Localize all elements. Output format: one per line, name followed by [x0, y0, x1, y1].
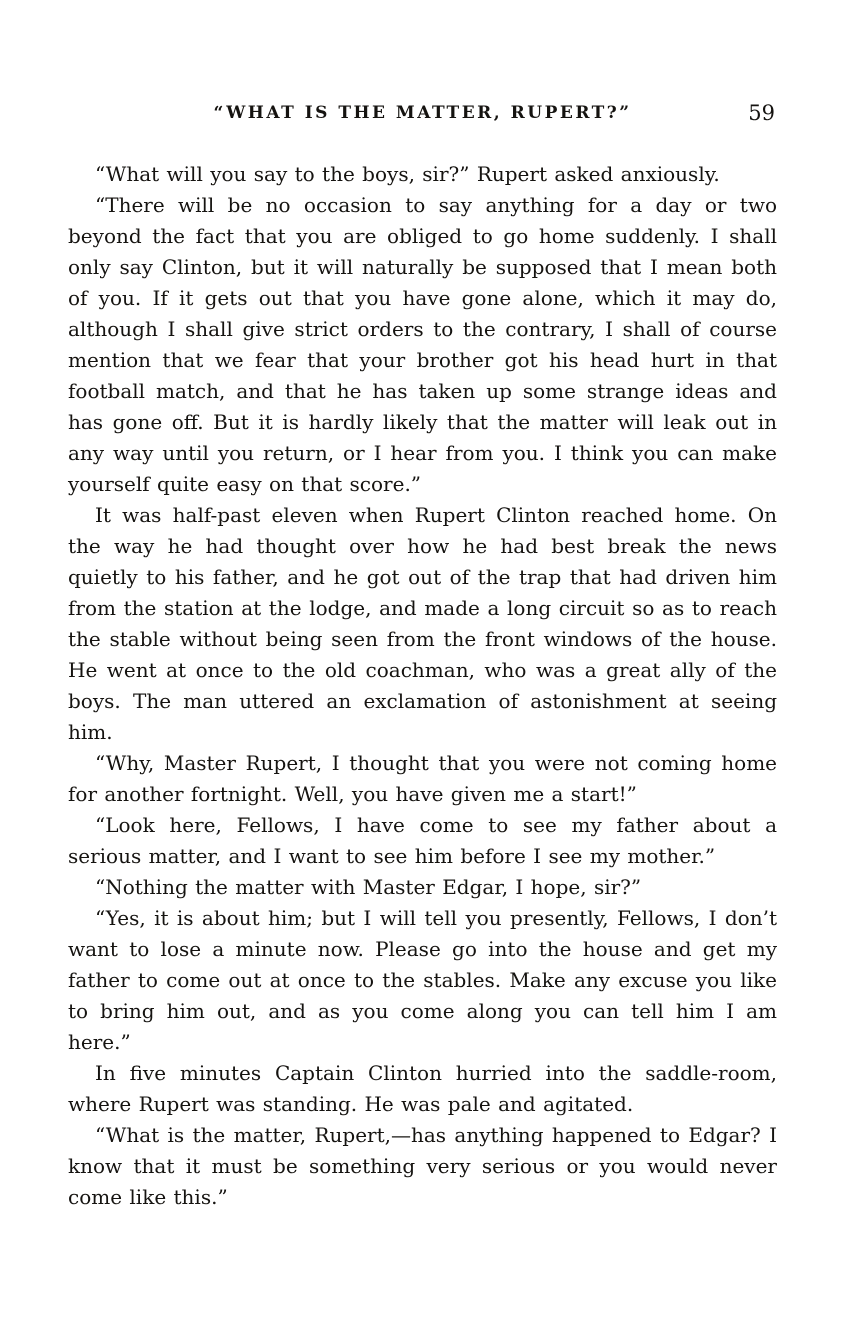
running-title: “WHAT IS THE MATTER, RUPERT?”: [213, 103, 632, 123]
paragraph-dialogue: “What will you say to the boys, sir?” Rupert asked anxiously.: [95, 162, 720, 186]
paragraph-dialogue: “Nothing the matter with Master Edgar, I hope, sir?”: [95, 875, 642, 899]
paragraph-dialogue: “Why, Master Rupert, I thought that you were not coming home for another fortnight. Well, you have given me a start!”: [68, 751, 777, 806]
paragraph-narrative: In five minutes Captain Clinton hurried into the saddle-room, where Rupert was standing. He was pale and agitated.: [68, 1061, 777, 1116]
page-header: [68, 100, 777, 126]
paragraph-narrative: It was half-past eleven when Rupert Clinton reached home. On the way he had thought over how he had best break the news quietly to his father, and he got out of the trap that had driven him from the station at the lodge, and made a long circuit so as to reach the stable without being seen from the front windows of the house. He went at once to the old coachman, who was a great ally of the boys. The man uttered an exclamation of astonishment at seeing him.: [68, 503, 777, 744]
page-body: [68, 159, 777, 1213]
page-number: 59: [748, 101, 775, 125]
paragraph-dialogue: “There will be no occasion to say anything for a day or two beyond the fact that you are obliged to go home suddenly. I shall only say Clinton, but it will naturally be supposed that I mean both of you. If it gets out that you have gone alone, which it may do, although I shall give strict orders to the contrary, I shall of course mention that we fear that your brother got his head hurt in that football match, and that he has taken up some strange ideas and has gone off. But it is hardly likely that the matter will leak out in any way until you return, or I hear from you. I think you can make yourself quite easy on that score.”: [68, 193, 777, 496]
paragraph-dialogue: “What is the matter, Rupert,—has anything happened to Edgar? I know that it must be something very serious or you would never come like this.”: [68, 1123, 777, 1209]
paragraph-dialogue: “Look here, Fellows, I have come to see my father about a serious matter, and I want to see him before I see my mother.”: [68, 813, 777, 868]
paragraph-dialogue: “Yes, it is about him; but I will tell you presently, Fellows, I don’t want to lose a minute now. Please go into the house and get my father to come out at once to the stables. Make any excuse you like to bring him out, and as you come along you can tell him I am here.”: [68, 906, 777, 1054]
